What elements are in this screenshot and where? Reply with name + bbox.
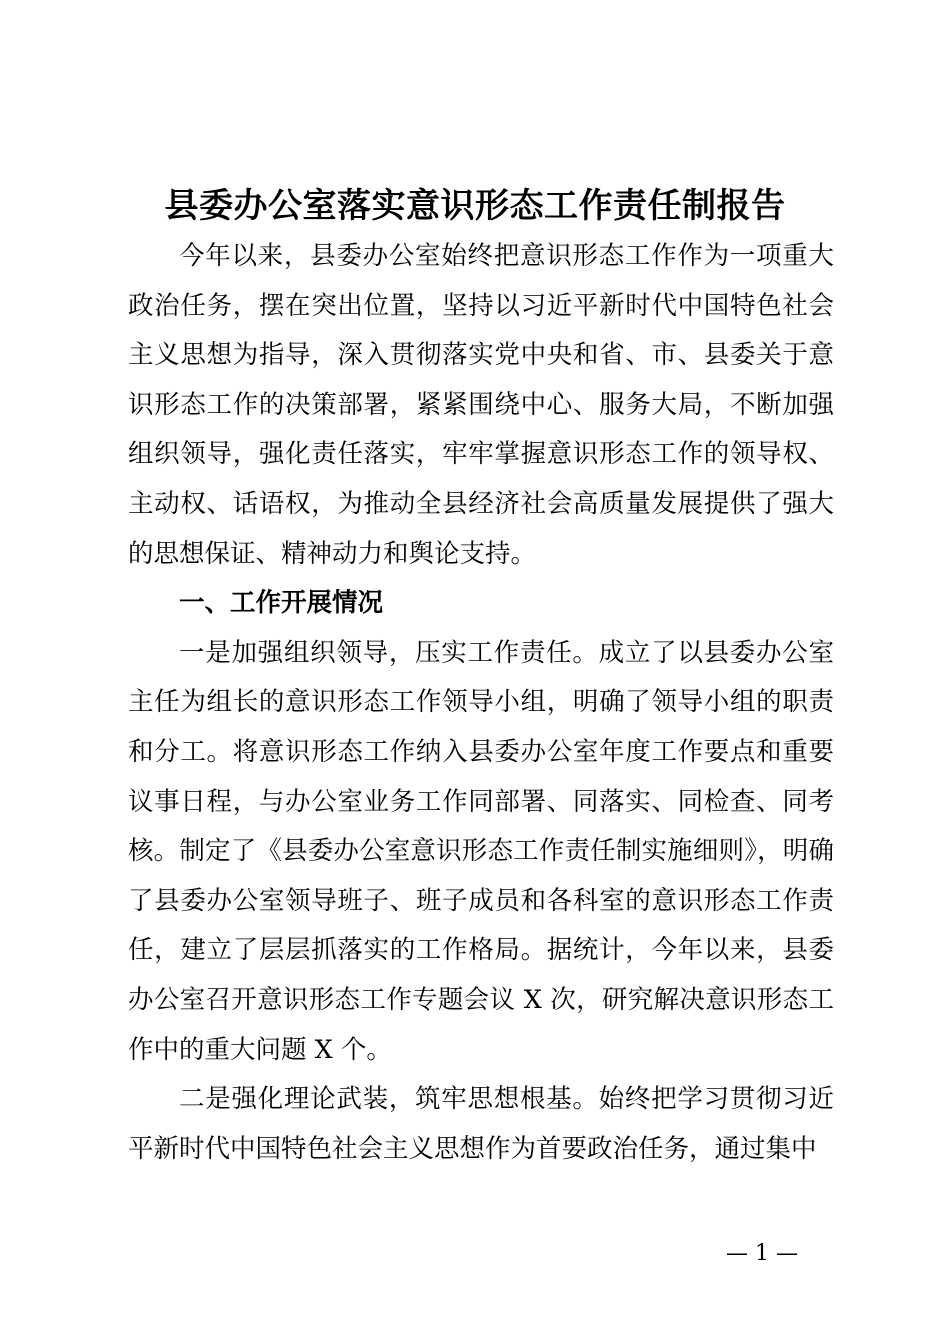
intro-paragraph: 今年以来，县委办公室始终把意识形态工作作为一项重大政治任务，摆在突出位置，坚持以习近平新时代中国特色社会主义思想为指导，深入贯彻落实党中央和省、市、县委关于意识形态工作的决策部署，紧紧围绕中心、服务大局，不断加强组织领导，强化责任落实，牢牢掌握意识形态工作的领导权、主动权、话语权，为推动全县经济社会高质量发展提供了强大的思想保证、精神动力和舆论支持。 xyxy=(128,241,834,569)
document-body xyxy=(128,232,834,1174)
page-number: — 1 — xyxy=(726,1241,798,1266)
body-paragraph-1: 一是加强组织领导，压实工作责任。成立了以县委办公室主任为组长的意识形态工作领导小组，明确了领导小组的职责和分工。将意识形态工作纳入县委办公室年度工作要点和重要议事日程，与办公室业务工作同部署、同落实、同检查、同考核。制定了《县委办公室意识形态工作责任制实施细则》，明确了县委办公室领导班子、班子成员和各科室的意识形态工作责任，建立了层层抓落实的工作格局。据统计，今年以来，县委办公室召开意识形态工作专题会议 X 次，研究解决意识形态工作中的重大问题 X 个。 xyxy=(128,637,834,1065)
section-heading: 一、工作开展情况 xyxy=(179,588,384,619)
document-title: 县委办公室落实意识形态工作责任制报告 xyxy=(164,186,786,226)
body-paragraph-2: 二是强化理论武装，筑牢思想根基。始终把学习贯彻习近平新时代中国特色社会主义思想作为首要政治任务，通过集中 xyxy=(128,1084,834,1164)
